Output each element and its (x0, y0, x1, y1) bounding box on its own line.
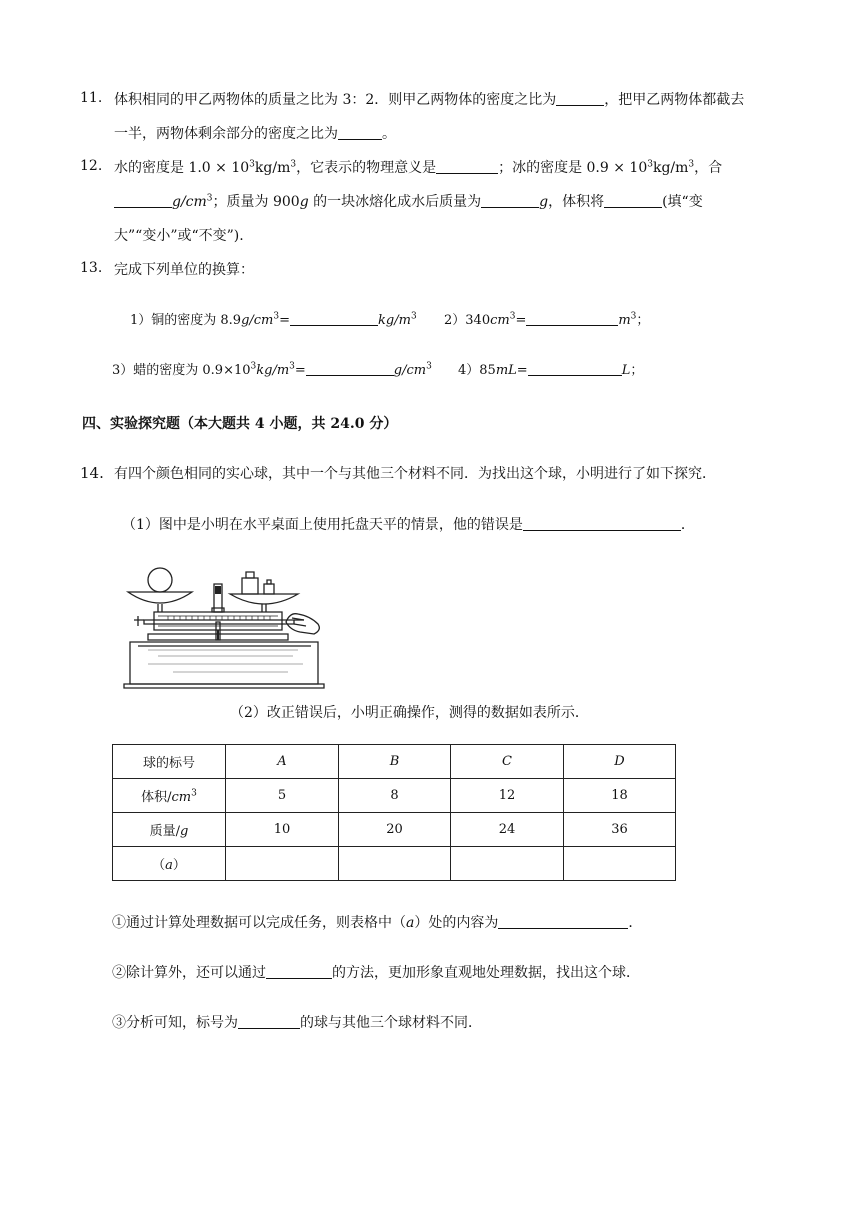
table-cell: 8 (339, 779, 451, 813)
q13-title: 完成下列单位的换算： (114, 262, 254, 278)
q13-row2b (458, 361, 643, 381)
q13-item3-unit2: g/cm (393, 363, 427, 378)
table-row-volume (113, 779, 676, 813)
q13-item3-eq: = (294, 363, 306, 378)
table-cell-empty[interactable] (339, 847, 451, 881)
q13-item1-text: 1）铜的密度为 8.9 (130, 313, 242, 328)
table-row-header (113, 745, 676, 779)
q13-item1-unit1-exp: 3 (273, 311, 280, 322)
q12-unit-g: g (299, 194, 309, 210)
q11-blank-1[interactable] (556, 91, 604, 106)
q11-line1 (114, 90, 744, 110)
q13-item2-text: 2）340 (444, 313, 491, 328)
table-cell: 12 (451, 779, 564, 813)
q13-row1b (444, 311, 649, 331)
q14-sub2-text-a: ②除计算外，还可以通过 (112, 965, 266, 981)
q11-line2 (114, 124, 396, 144)
a-label-var: a (165, 858, 173, 873)
q12-text-b: ，它表示的物理意义是 (296, 160, 437, 176)
q13-item2-unit1-exp: 3 (509, 311, 516, 322)
weight-large (242, 578, 258, 594)
table-cell-empty[interactable] (451, 847, 564, 881)
mass-unit: g (180, 824, 189, 839)
q12-exp-1: 3 (249, 159, 255, 170)
table-header-b: B (339, 745, 451, 779)
table-row-mass (113, 813, 676, 847)
q12-text-g: ，体积将 (548, 194, 605, 210)
q13-blank-1[interactable] (290, 311, 378, 326)
q14-part2: （2）改正错误后，小明正确操作，测得的数据如表所示． (230, 705, 589, 721)
weight-small (264, 584, 274, 594)
q12-unit-2: kg/m (652, 160, 689, 176)
q12-text-a: 水的密度是 1.0 × 10 (114, 160, 250, 176)
q14-sub3 (112, 1013, 482, 1033)
q12-blank-4[interactable] (604, 193, 662, 208)
table-cell-empty[interactable] (226, 847, 339, 881)
left-screw (134, 616, 144, 626)
left-pan (128, 592, 192, 603)
q11-text-a: 体积相同的甲乙两物体的质量之比为 3：2．则甲乙两物体的密度之比为 (114, 92, 557, 108)
right-pan (230, 594, 298, 604)
table-volume-label (113, 779, 226, 813)
base-block (130, 642, 318, 684)
q14-sub2-text-b: 的方法，更加形象直观地处理数据，找出这个球． (332, 965, 640, 981)
q12-number: 12. (80, 158, 103, 174)
q13-item4-end: ； (630, 363, 644, 378)
table-cell: 36 (564, 813, 676, 847)
q12-unit-3: g/cm (172, 194, 207, 210)
q13-item3-unit2-exp: 3 (426, 361, 432, 372)
q14-blank-4[interactable] (238, 1014, 300, 1029)
q13-item4-eq: = (516, 363, 528, 378)
q13-item1-eq: = (279, 313, 291, 328)
section-title: 四、实验探究题（本大题共 4 小题，共 24.0 分） (82, 416, 398, 432)
q14-sub3-text-b: 的球与其他三个球材料不同． (300, 1015, 482, 1031)
q14-stem: 有四个颜色相同的实心球，其中一个与其他三个材料不同．为找出这个球，小明进行了如下探究． (114, 466, 716, 482)
q14-sub1-end: ． (628, 915, 643, 931)
q12-line1 (114, 158, 722, 178)
table-row-a (113, 847, 676, 881)
q13-item1-unit2-exp: 3 (410, 311, 417, 322)
table-cell: 10 (226, 813, 339, 847)
q13-number: 13. (80, 260, 103, 276)
q13-blank-2[interactable] (526, 311, 618, 326)
table-cell: 5 (226, 779, 339, 813)
q13-item4-text: 4）85 (458, 363, 496, 378)
q11-text-b: ，把甲乙两物体都截去 (604, 92, 745, 108)
q14-part1-end: ． (680, 517, 695, 533)
q13-item2-end: ； (636, 313, 650, 328)
q12-blank-2[interactable] (114, 193, 172, 208)
q13-item4-unit2: L (621, 363, 631, 378)
q14-sub3-text-a: ③分析可知，标号为 (112, 1015, 238, 1031)
table-cell: 18 (564, 779, 676, 813)
q13-item2-unit1: cm (490, 313, 510, 328)
q12-unit-1: kg/m (254, 160, 291, 176)
a-label-post: ） (172, 858, 186, 873)
table-cell-empty[interactable] (564, 847, 676, 881)
q14-part1 (122, 515, 695, 535)
q14-part1-text: （1）图中是小明在水平桌面上使用托盘天平的情景，他的错误是 (122, 517, 523, 533)
base-foot (124, 684, 324, 688)
table-a-label (113, 847, 226, 881)
data-table (112, 744, 676, 881)
q11-number: 11. (80, 90, 103, 106)
q14-blank-3[interactable] (266, 964, 332, 979)
q13-item3-text: 3）蜡的密度为 0.9×10 (112, 363, 251, 378)
table-cell: 24 (451, 813, 564, 847)
q13-blank-4[interactable] (528, 361, 622, 376)
balance-figure (118, 564, 328, 692)
q13-item3-exp: 3 (250, 361, 257, 372)
q11-blank-2[interactable] (338, 125, 382, 140)
q11-text-d: 。 (382, 126, 396, 142)
q12-unit-3-exp: 3 (206, 193, 213, 204)
q12-line2 (114, 192, 703, 212)
q14-blank-1[interactable] (523, 516, 681, 531)
q12-text-d: ，合 (694, 160, 723, 176)
q12-text-f: 的一块冰熔化成水后质量为 (308, 194, 482, 210)
q12-blank-3[interactable] (481, 193, 539, 208)
q13-blank-3[interactable] (306, 361, 394, 376)
q13-item3-unit1: kg/m (256, 363, 290, 378)
q13-item3-unit1-exp: 3 (289, 361, 295, 372)
table-header-c: C (451, 745, 564, 779)
table-header-label: 球的标号 (113, 745, 226, 779)
q14-sub1-text-b: ）处的内容为 (414, 915, 499, 931)
q13-item4-unit1: mL (495, 363, 517, 378)
volume-unit-exp: 3 (191, 788, 197, 799)
q13-row1 (130, 311, 417, 331)
q13-item2-eq: = (515, 313, 527, 328)
q12-unit-1-exp: 3 (290, 159, 297, 170)
q13-item1-unit2: kg/m (378, 313, 411, 328)
q12-blank-1[interactable] (436, 159, 498, 174)
volume-unit: cm (171, 790, 192, 805)
q14-sub1 (112, 913, 642, 933)
q12-line3: 大”“变小”或“不变”). (114, 228, 244, 244)
a-label-pre: （ (152, 858, 166, 873)
table-header-d: D (564, 745, 676, 779)
q14-number: 14. (80, 464, 104, 482)
volume-label-text: 体积/ (141, 790, 172, 805)
q14-sub2 (112, 963, 640, 983)
q13-item2-unit2-exp: 3 (630, 311, 637, 322)
q12-text-e: ；质量为 900 (212, 194, 300, 210)
table-mass-label (113, 813, 226, 847)
q13-row2 (112, 361, 432, 381)
q13-item2-unit2: m (618, 313, 631, 328)
ball (148, 568, 172, 592)
q12-text-h: (填“变 (662, 194, 703, 210)
balance-beam-body (154, 612, 282, 630)
q13-item1-unit1: g/cm (241, 313, 274, 328)
q14-blank-2[interactable] (498, 914, 628, 929)
mass-label-text: 质量/ (149, 824, 181, 839)
q12-exp-2: 3 (647, 159, 653, 170)
pointer-top (215, 586, 221, 594)
q12-unit-2-exp: 3 (688, 159, 695, 170)
table-header-a: A (226, 745, 339, 779)
q12-text-c: ；冰的密度是 0.9 × 10 (498, 160, 648, 176)
q12-unit-g2: g (539, 194, 549, 210)
table-cell: 20 (339, 813, 451, 847)
q11-text-c: 一半，两物体剩余部分的密度之比为 (114, 126, 338, 142)
q14-sub1-var: a (406, 915, 415, 931)
q14-sub1-text-a: ①通过计算处理数据可以完成任务，则表格中（ (112, 915, 406, 931)
